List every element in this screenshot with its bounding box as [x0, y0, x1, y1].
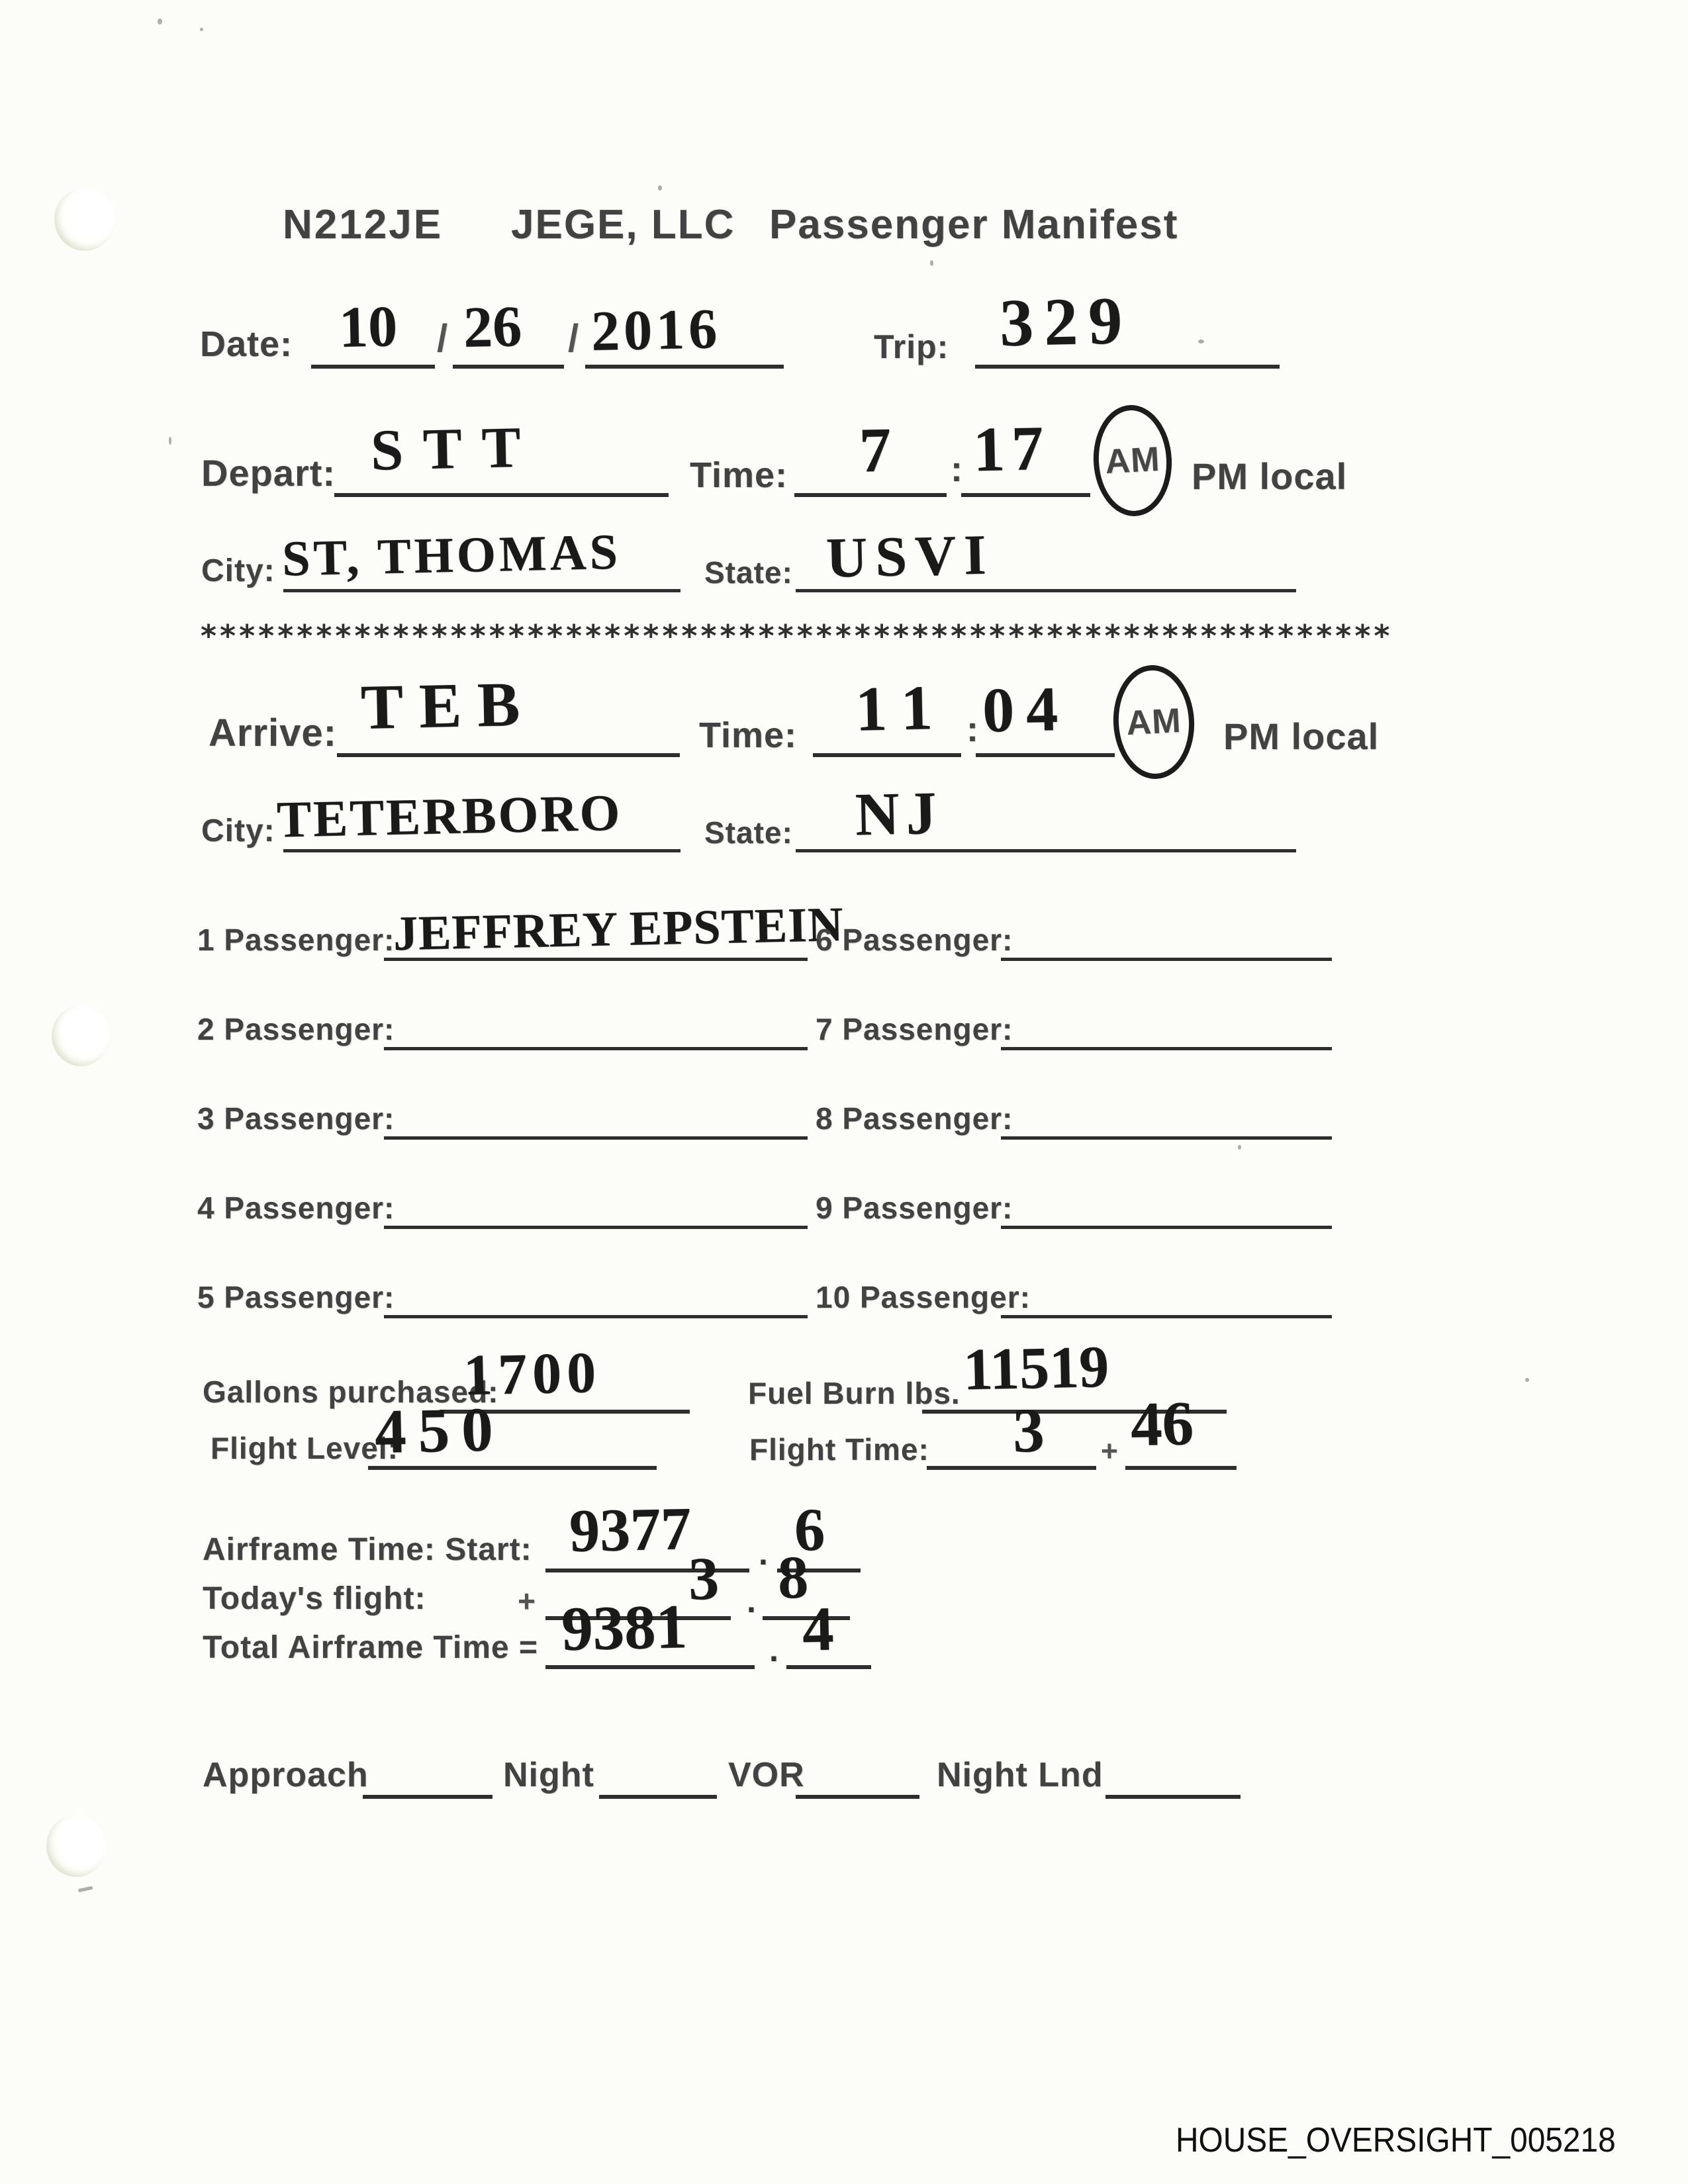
- date-separator: /: [568, 317, 580, 360]
- night-label: Night: [503, 1756, 594, 1794]
- date-day-underline: [453, 365, 564, 369]
- date-year-underline: [585, 365, 784, 369]
- arrive-hour-underline: [813, 753, 961, 757]
- passenger-6-underline: [1001, 958, 1332, 961]
- arrive-city-label: City:: [201, 813, 275, 848]
- scan-speck: [1525, 1378, 1529, 1382]
- passenger-10-label: 10 Passenger:: [816, 1280, 1031, 1314]
- date-month-value: 10: [338, 295, 399, 360]
- depart-am-circle: [1091, 403, 1175, 518]
- flight-time-minutes-value: 46: [1129, 1388, 1195, 1459]
- hole-punch-bottom: [46, 1815, 106, 1877]
- flight-time-plus-sign: +: [1101, 1435, 1119, 1467]
- approach-underline: [363, 1795, 492, 1799]
- passenger-4-label: 4 Passenger:: [197, 1191, 395, 1225]
- passenger-7-label: 7 Passenger:: [816, 1012, 1013, 1046]
- flight-level-label: Flight Level:: [211, 1431, 399, 1465]
- arrive-label: Arrive:: [209, 711, 337, 754]
- scan-speck: [169, 437, 171, 445]
- airframe-start-label: Airframe Time: Start:: [203, 1532, 532, 1567]
- passenger-2-label: 2 Passenger:: [197, 1012, 395, 1046]
- airframe-start-decimal-value: 6: [793, 1495, 826, 1564]
- trip-underline: [975, 365, 1280, 369]
- passenger-2-underline: [384, 1047, 808, 1050]
- night-underline: [599, 1795, 717, 1799]
- todays-flight-decimal-value: 8: [776, 1543, 810, 1612]
- gallons-purchased-label: Gallons purchased:: [203, 1375, 499, 1409]
- scan-speck: [158, 19, 162, 24]
- flight-time-label: Flight Time:: [749, 1432, 929, 1467]
- passenger-1-label: 1 Passenger:: [197, 923, 395, 957]
- passenger-5-label: 5 Passenger:: [197, 1280, 395, 1314]
- aircraft-registration: N212JE: [283, 202, 444, 248]
- hole-punch-middle: [52, 1005, 110, 1066]
- trip-number-value: 329: [998, 283, 1134, 361]
- depart-am-label: AM: [1104, 439, 1161, 482]
- todays-flight-plus-sign: +: [518, 1584, 536, 1618]
- depart-city-underline: [283, 589, 680, 592]
- date-year-value: 2016: [590, 296, 722, 363]
- todays-flight-decimal-point: .: [747, 1582, 757, 1619]
- arrive-state-label: State:: [704, 815, 793, 850]
- passenger-3-underline: [384, 1136, 808, 1140]
- depart-hour-underline: [794, 493, 947, 497]
- flight-time-minutes-underline: [1125, 1466, 1237, 1470]
- company-name: JEGE, LLC: [511, 202, 735, 248]
- date-separator: /: [437, 317, 449, 360]
- passenger-8-label: 8 Passenger:: [816, 1101, 1013, 1136]
- passenger-6-label: 6 Passenger:: [816, 923, 1013, 957]
- depart-state-value: USVI: [825, 522, 995, 590]
- arrive-city-value: TETERBORO: [276, 783, 622, 848]
- fuel-burn-label: Fuel Burn lbs.: [748, 1376, 961, 1410]
- passenger-10-underline: [1001, 1315, 1332, 1318]
- depart-minute-underline: [961, 493, 1090, 497]
- depart-airport-underline: [334, 493, 669, 497]
- depart-label: Depart:: [201, 452, 336, 494]
- date-month-underline: [311, 365, 435, 369]
- section-divider-asterisks: **************************************************************: [201, 618, 1393, 654]
- passenger-1-name: JEFFREY EPSTEIN: [393, 897, 845, 962]
- approach-label: Approach: [203, 1756, 369, 1794]
- passenger-9-label: 9 Passenger:: [816, 1191, 1013, 1225]
- arrive-airport-value: TEB: [359, 668, 537, 743]
- arrive-am-circle: [1111, 663, 1197, 781]
- trip-label: Trip:: [874, 328, 949, 365]
- total-airframe-whole-value: 9381: [560, 1591, 688, 1664]
- night-lnd-underline: [1105, 1795, 1241, 1799]
- depart-state-label: State:: [704, 555, 793, 590]
- depart-time-colon: :: [951, 449, 963, 489]
- scan-speck: [78, 1886, 93, 1892]
- total-airframe-decimal-point: .: [769, 1631, 779, 1668]
- depart-minute-value: 17: [972, 412, 1051, 485]
- scan-speck: [1198, 340, 1204, 343]
- passenger-9-underline: [1001, 1226, 1332, 1229]
- date-label: Date:: [200, 324, 293, 364]
- todays-flight-whole-value: 3: [687, 1544, 720, 1613]
- vor-underline: [796, 1795, 919, 1799]
- scan-speck: [200, 28, 203, 31]
- page-title: Passenger Manifest: [769, 202, 1179, 248]
- todays-flight-label: Today's flight:: [203, 1581, 426, 1616]
- arrive-minute-value: 04: [981, 672, 1071, 746]
- gallons-value: 1700: [463, 1340, 602, 1408]
- arrive-hour-value: 11: [854, 671, 951, 745]
- passenger-4-underline: [384, 1226, 808, 1229]
- airframe-start-decimal-point: .: [759, 1535, 769, 1572]
- flight-time-hours-underline: [927, 1466, 1096, 1470]
- arrive-state-underline: [796, 849, 1296, 852]
- fuel-burn-value: 11519: [962, 1334, 1110, 1403]
- depart-city-value: ST, THOMAS: [281, 523, 622, 587]
- arrive-minute-underline: [976, 753, 1115, 757]
- depart-airport-value: STT: [370, 415, 541, 483]
- arrive-am-label: AM: [1125, 701, 1182, 743]
- total-airframe-decimal-underline: [786, 1665, 871, 1669]
- depart-city-label: City:: [201, 553, 275, 588]
- passenger-8-underline: [1001, 1136, 1332, 1140]
- scan-speck: [930, 260, 933, 266]
- total-airframe-label: Total Airframe Time =: [203, 1630, 538, 1665]
- scan-speck: [1238, 1145, 1241, 1150]
- arrive-time-label: Time:: [699, 715, 798, 755]
- depart-time-label: Time:: [690, 455, 788, 495]
- flight-level-value: 450: [373, 1393, 506, 1467]
- flight-time-hours-value: 3: [1011, 1394, 1045, 1466]
- date-day-value: 26: [462, 295, 523, 360]
- arrive-city-underline: [283, 849, 680, 852]
- total-airframe-whole-underline: [545, 1665, 755, 1669]
- passenger-5-underline: [384, 1315, 808, 1318]
- night-lnd-label: Night Lnd: [937, 1756, 1103, 1794]
- hole-punch-top: [54, 188, 115, 251]
- arrive-pm-local-label: PM local: [1223, 715, 1380, 757]
- total-airframe-decimal-value: 4: [801, 1593, 835, 1664]
- bates-number: HOUSE_OVERSIGHT_005218: [1176, 2121, 1616, 2160]
- depart-pm-local-label: PM local: [1192, 455, 1348, 497]
- passenger-3-label: 3 Passenger:: [197, 1101, 395, 1136]
- scan-speck: [658, 185, 662, 191]
- passenger-7-underline: [1001, 1047, 1332, 1050]
- arrive-airport-underline: [337, 753, 680, 757]
- depart-hour-value: 7: [858, 414, 892, 486]
- airframe-start-whole-value: 9377: [568, 1494, 692, 1565]
- vor-label: VOR: [728, 1756, 805, 1794]
- arrive-time-colon: :: [966, 709, 979, 749]
- arrive-state-value: NJ: [854, 778, 944, 848]
